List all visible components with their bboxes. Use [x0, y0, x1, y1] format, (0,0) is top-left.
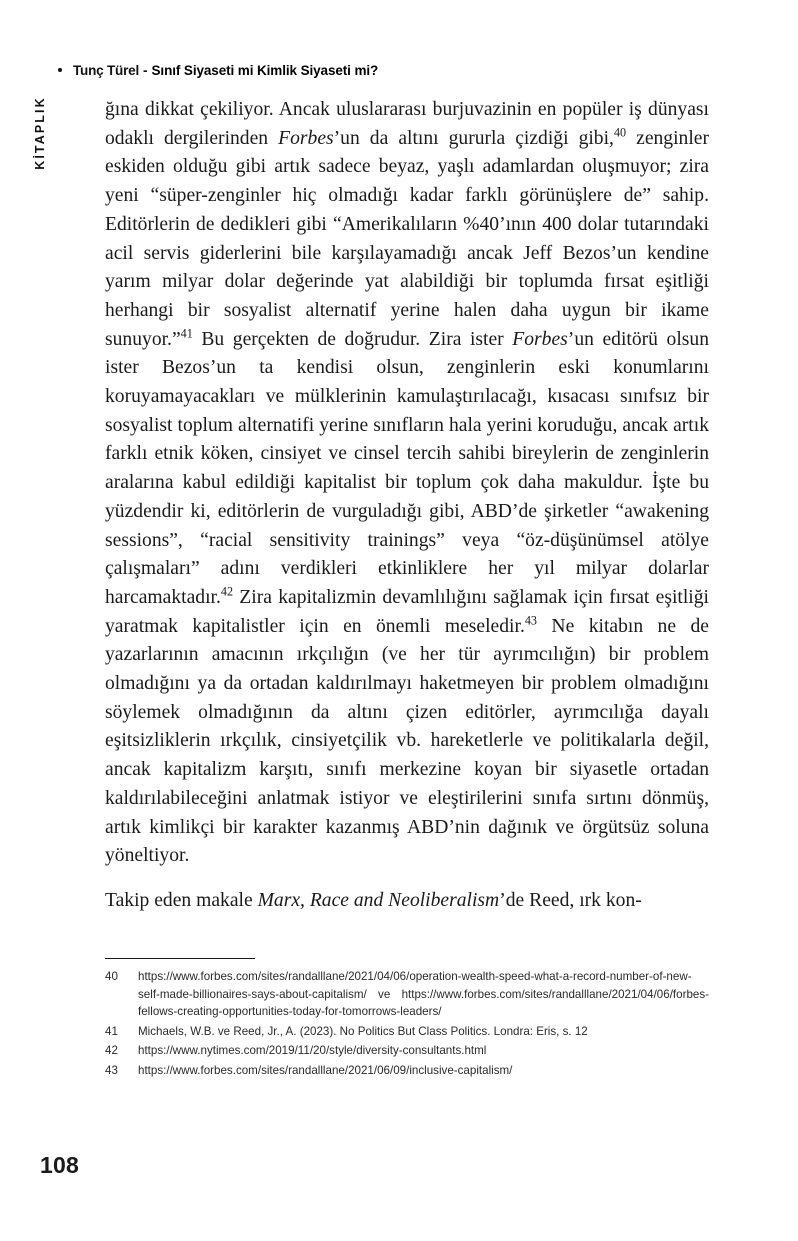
header-article-title: Sınıf Siyaseti mi Kimlik Siyaseti mi?: [151, 63, 379, 78]
footnote-number: 41: [105, 1024, 118, 1038]
footnote-number: 40: [105, 970, 118, 983]
header-separator: -: [143, 63, 148, 78]
footnote-item: [105, 1023, 709, 1041]
footnote-text[interactable]: https://www.forbes.com/sites/randalllane/2021/06/09/inclusive-capitalism/: [138, 1063, 513, 1077]
body-text-column: [105, 96, 709, 916]
footnote-area: [105, 958, 709, 1082]
footnote-list: [105, 968, 709, 1080]
italic-title: Forbes: [278, 127, 334, 149]
footnote-reference[interactable]: 41: [180, 326, 193, 341]
footnote-number: 43: [105, 1063, 118, 1077]
footnote-text[interactable]: https://www.forbes.com/sites/randalllane/2021/04/06/operation-wealth-speed-what-a-record-number-of-new-self-made-billionaires-says-about-capitalism/ ve https://www.forbes.com/sites/randalllane/2021/04/06/forbes-fellows-creating-opportunities-today-for-tomorrows-leaders/: [138, 970, 709, 1019]
body-paragraph: ğına dikkat çekiliyor. Ancak uluslararası burjuvazinin en popüler iş dünyası odaklı dergilerinden Forbes’un da altını gururla çizdiği gibi,$^{40}$ zenginler eskiden olduğu gibi artık sadece beyaz, yaşlı adamlardan oluşmuyor; zira yeni “süper-zenginler hiç olmadığı kadar farklı görünüşlere de” sahip. Editörlerin de dedikleri gibi “Amerikalıların %40’ının 400 dolar tutarındaki acil servis giderlerini bile karşılayamadığı ancak Jeff Bezos’un kendine yarım milyar dolar değerinde yat alabildiği bir toplumda fırsat eşitliği herhangi bir sosyalist alternatif yerine halen daha uygun bir ikame sunuyor.”$^{41}$ Bu gerçekten de doğrudur. Zira ister Forbes’un editörü olsun ister Bezos’un ta kendisi olsun, zenginlerin eski konumlarını koruyamayacakları ve mülklerinin kamulaştırılacağı, kısacası sınıfsız bir sosyalist toplum alternatifi yerine sınıfların hala yerini koruduğu, ancak artık farklı etnik köken, cinsiyet ve cinsel tercih sahibi bireylerin de zenginlerin aralarına kabul edildiği kapitalist bir toplum çok daha makuldur. İşte bu yüzdendir ki, editörlerin de vurguladığı gibi, ABD’de şirketler “awakening sessions”, “racial sensitivity trainings” veya “öz-düşünümsel atölye çalışmaları” adını verdikleri etkinliklere her yıl milyar dolarlar harcamaktadır.$^{42}$ Zira kapitalizmin devamlılığını sağlamak için fırsat eşitliği yaratmak kapitalistler için en önemli meseledir.$^{43}$ Ne kitabın ne de yazarlarının amacının ırkçılığın (ve her tür ayrımcılığın) bir problem olmadığını ya da ortadan kaldırılmayı haketmeyen bir problem olmadığını söylemek olmadığının da altını çizen editörler, ayrımcılığa dayalı eşitsizliklerin ırkçılık, cinsiyetçilik vb. hareketlerle ve politikalarla değil, ancak kapitalizm karşıtı, sınıfı merkezine koyan bir siyasetle ortadan kaldırılabileceğini anlatmak istiyor ve eleştirilerini sınıfa sırtını dönmüş, artık kimlikçi bir karakter kazanmış ABD’nin dağınık ve örgütsüz soluna yöneltiyor.: [105, 99, 710, 867]
side-tab-label: KİTAPLIK: [33, 96, 47, 170]
footnote-item: [105, 1062, 709, 1080]
page-number: 108: [40, 1152, 79, 1178]
footnote-number: 42: [105, 1044, 118, 1058]
italic-title: Marx, Race and Neoliberalism: [257, 889, 500, 911]
bullet-dot-icon: [58, 68, 62, 72]
footnote-text[interactable]: Michaels, W.B. ve Reed, Jr., A. (2023). No Politics But Class Politics. Londra: Eris, s. 12: [138, 1024, 588, 1038]
running-header: [58, 63, 378, 78]
header-author: Tunç Türel: [73, 63, 140, 78]
footnote-reference[interactable]: 42: [220, 584, 234, 599]
footnote-item: [105, 968, 709, 1021]
footnote-item: [105, 1042, 709, 1060]
italic-title: Forbes: [512, 328, 568, 350]
body-paragraph: Takip eden makale Marx, Race and Neoliberalism’de Reed, ırk kon-: [105, 889, 642, 911]
footnote-reference[interactable]: 40: [613, 125, 627, 140]
footnote-text[interactable]: https://www.nytimes.com/2019/11/20/style/diversity-consultants.html: [138, 1044, 487, 1058]
footnote-separator-rule: [105, 958, 255, 959]
footnote-reference[interactable]: 43: [524, 613, 537, 628]
side-tab: [0, 96, 88, 186]
